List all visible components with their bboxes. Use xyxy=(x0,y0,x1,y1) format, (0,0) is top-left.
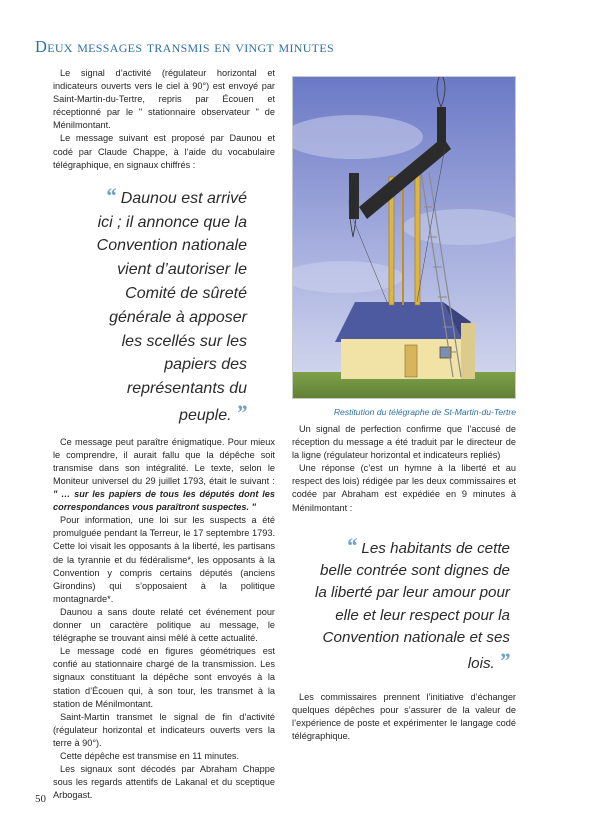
paragraph-activity-signal: Le signal d’activité (régulateur horizontal et indicateurs ouverts vers le ciel à 90°) est envoyé par Saint-Martin-du-Tertre, repris par Écouen et réceptionné par le " stationnaire observateur " de Ménilmontant. xyxy=(53,68,275,131)
figure-caption: Restitution du télégraphe de St-Martin-du-Tertre xyxy=(333,407,516,417)
close-quote-mark: ” xyxy=(236,399,247,425)
moniteur-quote: " … sur les papiers de tous les députés dont les correspondances vous paraîtront suspectes. " xyxy=(53,489,275,513)
page-title: Deux messages transmis en vingt minutes xyxy=(35,37,334,56)
paragraph-enigmatic-message xyxy=(53,436,275,515)
paragraph-response: Une réponse (c’est un hymne à la liberté et au respect des lois) rédigée par les deux commissaires et codée par Abraham est expédiée en 9 minutes à Ménilmontant : xyxy=(292,463,516,513)
paragraph-perfection-signal: Un signal de perfection confirme que l’accusé de réception du message a été traduit par le directeur de la ligne (régulateur horizontal et indicateurs repliés) xyxy=(292,424,516,461)
telegraph-illustration xyxy=(292,76,516,399)
paragraph-commissaires: Les commissaires prennent l’initiative d’échanger quelques dépêches pour s’assurer de la valeur de l’expérience de poste et expérimenter le langage codé télégraphique. xyxy=(292,692,516,742)
paragraph-loi-suspects: Pour information, une loi sur les suspects a été promulguée pendant la Terreur, le 17 septembre 1793. Cette loi visait les opposants à la liberté, les partisans de la tyrannie et du fédéralisme*, les opposants à la Convention y compris certains députés (anciens Girondins) qui s’opposaient à la politique montagnarde*. xyxy=(53,515,275,604)
open-quote-mark-right: “ xyxy=(346,532,358,558)
paragraph-transmission-time: Cette dépêche est transmise en 11 minutes. xyxy=(60,750,240,761)
paragraph-end-signal: Saint-Martin transmet le signal de fin d’activité (régulateur horizontal et indicateurs ouverts vers la terre à 90°). xyxy=(53,711,275,748)
paragraph-daunou-event: Daunou a sans doute relaté cet événement pour donner un caractère politique au message, le télégraphe se trouvant ainsi mêlé à cette actualité. xyxy=(53,606,275,644)
page-number: 50 xyxy=(35,793,46,805)
chappe-telegraph-icon xyxy=(293,77,516,399)
paragraph-coded-message: Le message codé en figures géométriques est confié au stationnaire chargé de la transmission. Les signaux constituant la dépêche sont envoyés à la station d’Écouen qui, à son tour, les transmet à la station de Ménilmontant. xyxy=(53,646,275,709)
paragraph-decoding: Les signaux sont décodés par Abraham Chappe sous les regards attentifs de Lakanal et du sceptique Arbogast. xyxy=(53,764,275,801)
open-quote-mark: “ xyxy=(105,182,117,208)
right-column xyxy=(292,423,516,743)
paragraph-message-proposal: Le message suivant est proposé par Daunou et codé par Claude Chappe, à l’aide du vocabulaire télégraphique, en signaux chiffrés : xyxy=(53,133,275,170)
pull-quote-daunou xyxy=(93,184,247,428)
paragraph-enigmatic-text: Ce message peut paraître énigmatique. Pour mieux le comprendre, il aurait fallu que la dépêche soit transmise dans son intégralité. Le texte, selon le Moniteur universel du 29 juillet 1793, était le suivant : xyxy=(53,436,275,486)
close-quote-mark-right: ” xyxy=(499,647,510,673)
pull-quote-habitants xyxy=(312,532,510,675)
pull-quote-text: Daunou est arrivé ici ; il annonce que la Convention nationale vient d’autoriser le Comité de sûreté générale à apposer les scellés sur les papiers des représentants du peuple. xyxy=(96,189,247,424)
pull-quote-habitants-text: Les habitants de cette belle contrée sont dignes de la liberté par leur amour pour elle et leur respect pour la Convention nationale et ses lois. xyxy=(314,539,510,672)
left-column xyxy=(53,67,275,802)
